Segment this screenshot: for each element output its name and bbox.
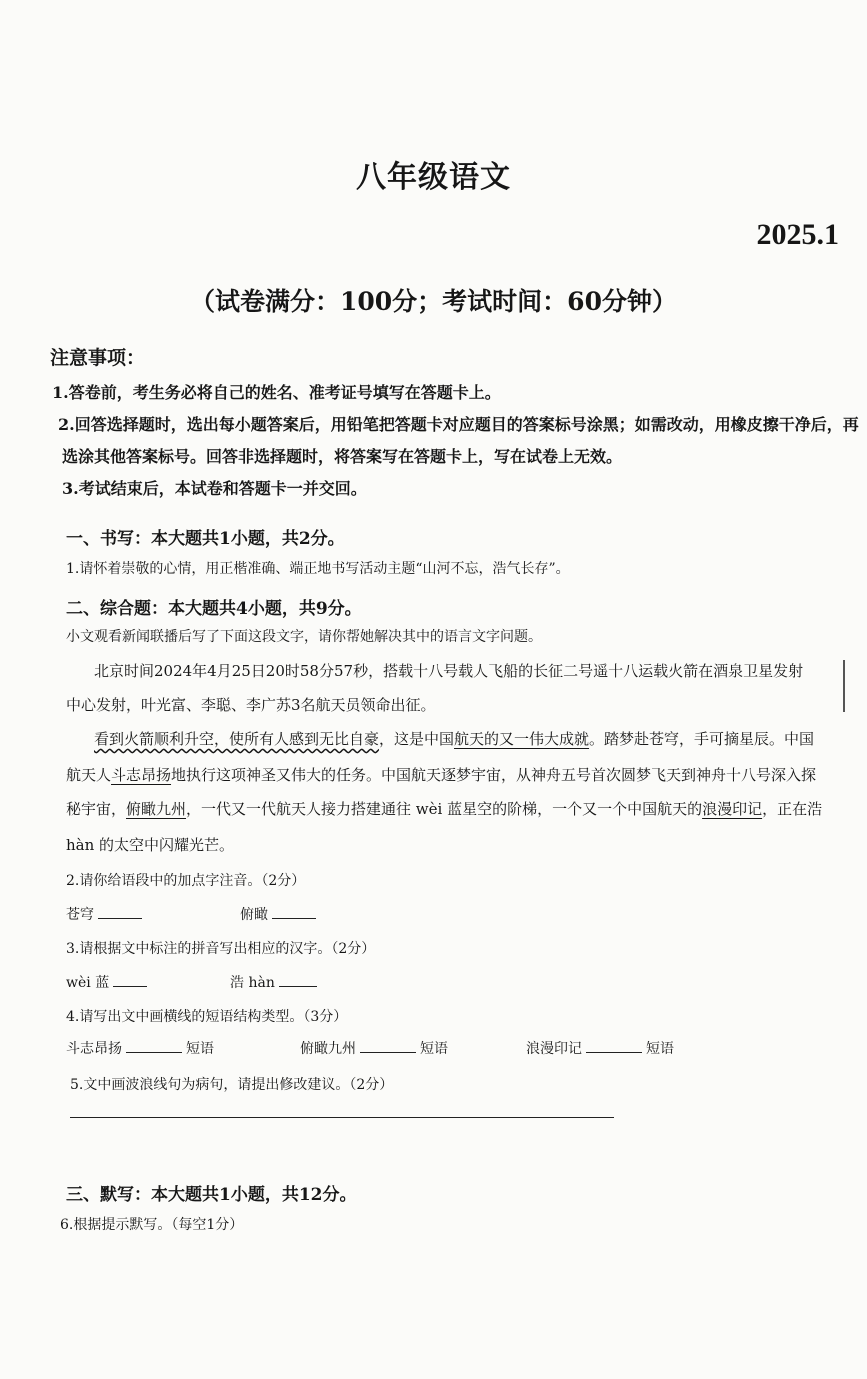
- question-3-item-2: 浩 hàn: [230, 972, 321, 992]
- question-1: 1.请怀着崇敬的心情，用正楷准确、端正地书写活动主题“山河不忘，浩气长存”。: [66, 561, 570, 577]
- question-4-item-3: 浪漫印记 短语: [526, 1038, 674, 1058]
- answer-blank[interactable]: [126, 1038, 182, 1053]
- question-2-item-2: 俯瞰: [240, 904, 320, 924]
- answer-blank[interactable]: [272, 904, 316, 919]
- underlined-phrase-lang-man-yin-ji: 浪漫印记: [702, 800, 763, 818]
- question-4: 4.请写出文中画横线的短语结构类型。（3分）: [66, 1009, 348, 1025]
- notice-item-2: 2.回答选择题时，选出每小题答案后，用铅笔把答题卡对应题目的答案标号涂黑；如需改动，用橡皮擦干净后，再: [58, 415, 859, 434]
- passage-line-6: hàn 的太空中闪耀光芒。: [66, 836, 235, 854]
- answer-line[interactable]: [70, 1117, 614, 1118]
- section-1-heading: 一、书写：本大题共1小题，共2分。: [66, 529, 345, 549]
- question-2: 2.请你给语段中的加点字注音。（2分）: [66, 873, 306, 889]
- answer-blank[interactable]: [586, 1038, 642, 1053]
- section-3-heading: 三、默写：本大题共1小题，共12分。: [66, 1185, 357, 1205]
- passage-line-4: 航天人斗志昂扬地执行这项神圣又伟大的任务。中国航天逐梦宇宙，从神舟五号首次圆梦飞天到神舟十八号深入探: [66, 766, 817, 784]
- question-3: 3.请根据文中标注的拼音写出相应的汉字。（2分）: [66, 941, 376, 957]
- exam-subtitle: （试卷满分：100分；考试时间：60分钟）: [190, 287, 677, 316]
- question-5: 5.文中画波浪线句为病句，请提出修改建议。（2分）: [70, 1077, 394, 1093]
- question-2-item-1: 苍穹: [66, 904, 146, 924]
- underlined-phrase-fu-kan-jiu-zhou: 俯瞰九州: [126, 800, 187, 818]
- answer-blank[interactable]: [113, 972, 147, 987]
- underlined-phrase: 航天的又一伟大成就: [454, 730, 590, 748]
- passage-line-5: 秘宇宙，俯瞰九州，一代又一代航天人接力搭建通往 wèi 蓝星空的阶梯，一个又一个中国航天的浪漫印记，正在浩: [66, 800, 823, 818]
- answer-blank[interactable]: [360, 1038, 416, 1053]
- passage-line-3: 看到火箭顺利升空，使所有人感到无比自豪，这是中国航天的又一伟大成就。踏梦赴苍穹，手可摘星辰。中国: [94, 730, 815, 748]
- notice-item-2-continued: 选涂其他答案标号。回答非选择题时，将答案写在答题卡上，写在试卷上无效。: [62, 447, 623, 466]
- answer-blank[interactable]: [98, 904, 142, 919]
- notice-title: 注意事项：: [50, 347, 146, 369]
- question-4-item-1: 斗志昂扬 短语: [66, 1038, 214, 1058]
- passage-line-2: 中心发射，叶光富、李聪、李广苏3名航天员领命出征。: [66, 696, 436, 714]
- underlined-phrase-dou-zhi-ang-yang: 斗志昂扬: [111, 766, 172, 784]
- exam-date: 2025.1: [756, 218, 839, 251]
- margin-mark: [843, 660, 845, 712]
- answer-blank[interactable]: [279, 972, 317, 987]
- section-2-intro: 小文观看新闻联播后写了下面这段文字，请你帮她解决其中的语言文字问题。: [66, 629, 542, 645]
- section-2-heading: 二、综合题：本大题共4小题，共9分。: [66, 599, 362, 619]
- wavy-underlined-sentence: 看到火箭顺利升空，使所有人感到无比自豪: [94, 730, 380, 748]
- question-4-item-2: 俯瞰九州 短语: [300, 1038, 448, 1058]
- notice-item-3: 3.考试结束后，本试卷和答题卡一并交回。: [62, 479, 367, 498]
- passage-line-1: 北京时间2024年4月25日20时58分57秒，搭载十八号载人飞船的长征二号遥十八运载火箭在酒泉卫星发射: [94, 662, 804, 680]
- question-6: 6.根据提示默写。（每空1分）: [60, 1217, 244, 1233]
- notice-item-1: 1.答卷前，考生务必将自己的姓名、准考证号填写在答题卡上。: [52, 383, 501, 402]
- question-3-item-1: wèi 蓝: [66, 972, 151, 992]
- exam-title: 八年级语文: [356, 160, 511, 195]
